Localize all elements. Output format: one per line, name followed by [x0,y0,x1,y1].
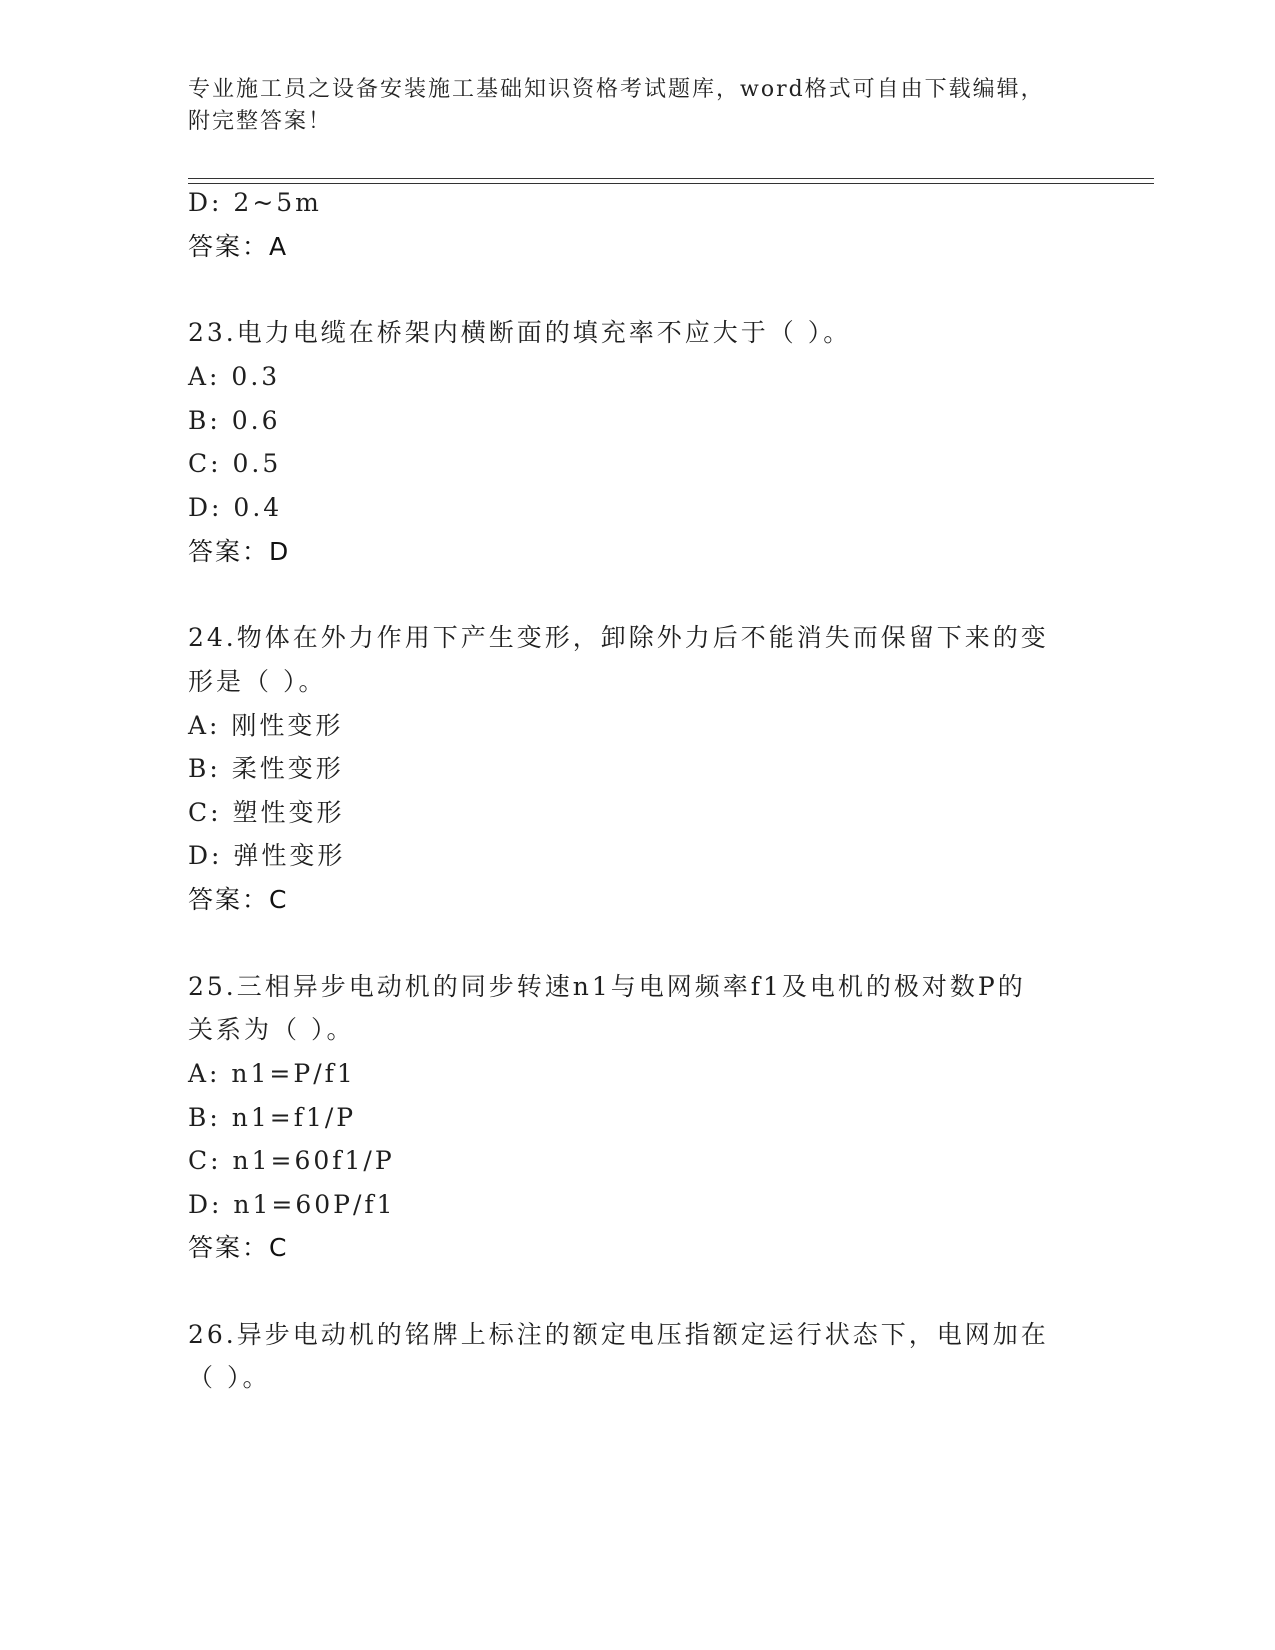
question-25-option-a: A: n1=P/f1 [188,1059,356,1088]
question-26-stem-line-2: （ ）。 [188,1363,271,1392]
question-24-answer: 答案：C [188,885,289,914]
question-23-answer: 答案：D [188,537,291,566]
question-25-option-d: D: n1=60P/f1 [188,1190,396,1219]
question-23-stem: 23.电力电缆在桥架内横断面的填充率不应大于（ ）。 [188,318,852,347]
question-24-stem-line-2: 形是（ ）。 [188,667,327,696]
question-23-option-d: D: 0.4 [188,493,283,522]
question-25-stem-line-2: 关系为（ ）。 [188,1015,355,1044]
question-24-option-a: A: 刚性变形 [188,711,344,740]
header-divider-bottom [188,183,1154,184]
question-26-stem-line-1: 26.异步电动机的铭牌上标注的额定电压指额定运行状态下，电网加在 [188,1320,1049,1349]
question-25-option-b: B: n1=f1/P [188,1103,357,1132]
prev-question-option-d: D: 2~5m [188,188,322,217]
question-24-option-d: D: 弹性变形 [188,841,346,870]
page-header [188,74,1068,138]
question-23-option-b: B: 0.6 [188,406,281,435]
header-line-1: 专业施工员之设备安装施工基础知识资格考试题库，word格式可自由下载编辑， [188,77,1045,102]
question-25-stem-line-1: 25.三相异步电动机的同步转速n1与电网频率f1及电机的极对数P的 [188,972,1026,1001]
question-25-answer: 答案：C [188,1233,289,1262]
header-line-2: 附完整答案！ [188,109,333,134]
question-25-option-c: C: n1=60f1/P [188,1146,395,1175]
question-23-option-c: C: 0.5 [188,449,282,478]
question-24-stem-line-1: 24.物体在外力作用下产生变形，卸除外力后不能消失而保留下来的变 [188,623,1049,652]
prev-question-answer: 答案：A [188,232,289,261]
question-23-option-a: A: 0.3 [188,362,281,391]
header-divider-top [188,178,1154,179]
question-24-option-c: C: 塑性变形 [188,798,345,827]
question-24-option-b: B: 柔性变形 [188,754,344,783]
